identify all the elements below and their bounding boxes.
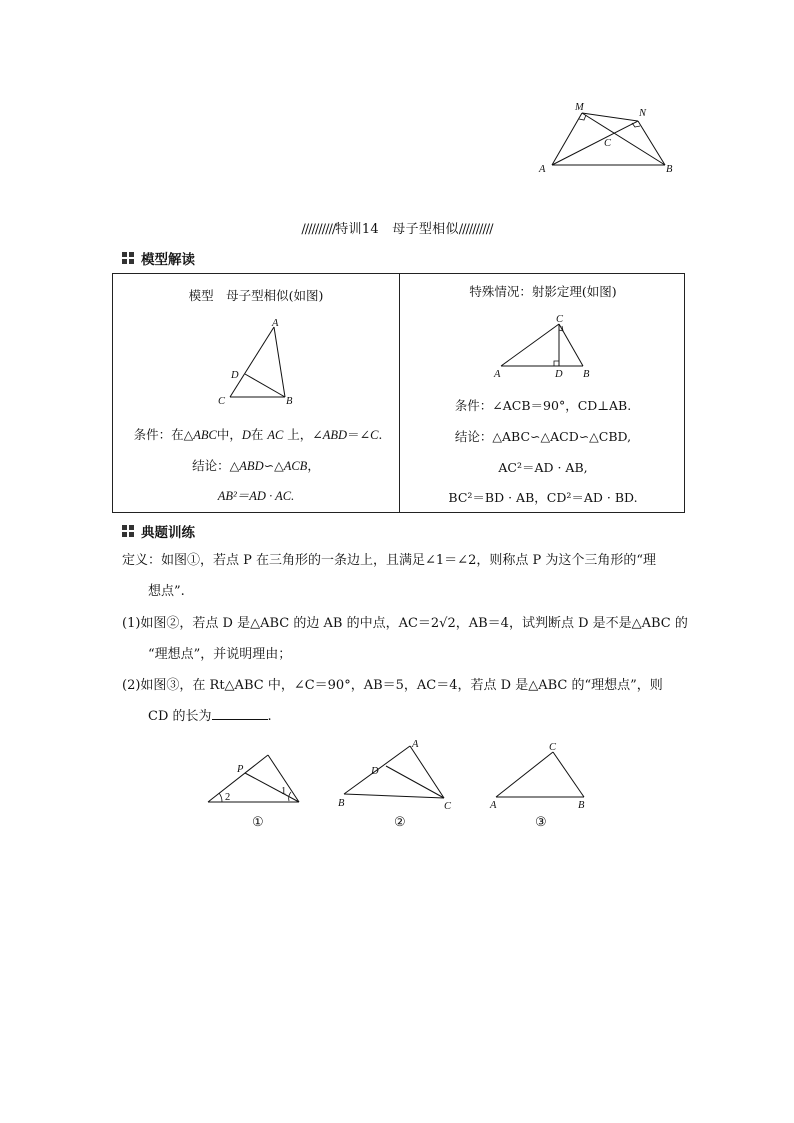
model-section-head: 模型解读 — [122, 248, 195, 268]
label-a: A — [539, 164, 546, 175]
fig1-angle2: 2 — [225, 792, 231, 803]
model-divider — [399, 274, 400, 512]
fig-right-c: C — [556, 314, 564, 325]
label-c: C — [604, 138, 612, 149]
fig-right-a: A — [494, 369, 501, 380]
left-heading: 模型 母子型相似(如图) — [188, 288, 324, 303]
right-formula2: BC²＝BD · AB，CD²＝AD · BD. — [448, 490, 638, 505]
fig-left-b: B — [286, 396, 293, 407]
definition-line2: 想点”. — [148, 584, 185, 599]
definition-line1: 定义：如图①，若点 P 在三角形的一条边上，且满足∠1＝∠2，则称点 P 为这个三角形的“理 — [122, 553, 656, 568]
q1-line2: “理想点”，并说明理由； — [148, 647, 292, 662]
fig-left-d: D — [231, 370, 239, 381]
figure-2 — [334, 736, 464, 828]
top-figure — [530, 95, 690, 180]
right-figure — [491, 312, 601, 382]
fig2-d: D — [371, 766, 379, 777]
model-box — [112, 273, 685, 513]
fig1-p: P — [237, 764, 244, 775]
fig3-a: A — [490, 800, 497, 811]
q2-line1: (2)如图③，在 Rt△ABC 中，∠C＝90°，AB＝5，AC＝4，若点 D 是△ABC 的“理想点”，则 — [122, 678, 663, 693]
left-figure — [218, 318, 308, 408]
fig1-angle1: 1 — [281, 786, 287, 797]
label-b: B — [666, 164, 673, 175]
fig2-c: C — [444, 801, 452, 812]
left-conclusion: 结论：△ABD∽△ACB， — [192, 458, 320, 473]
figure-1 — [200, 748, 310, 830]
right-heading: 特殊情况：射影定理(如图) — [469, 284, 617, 299]
figure-3 — [486, 738, 596, 830]
fig-right-d: D — [555, 369, 563, 380]
right-formula1: AC²＝AD · AB, — [498, 460, 588, 475]
fig2-caption: ② — [394, 814, 406, 828]
fig3-caption: ③ — [535, 814, 547, 829]
right-condition: 条件：∠ACB＝90°，CD⊥AB. — [454, 398, 632, 413]
practice-section-head: 典题训练 — [122, 521, 195, 541]
left-condition: 条件：在△ABC中，D在 AC 上，∠ABD＝∠C. — [133, 427, 383, 442]
fig2-b: B — [338, 798, 345, 809]
fig-right-b: B — [583, 369, 590, 380]
answer-blank[interactable] — [212, 707, 268, 720]
q2-line2: CD 的长为 . — [148, 709, 272, 724]
fig-left-c: C — [218, 396, 226, 407]
fig2-a: A — [412, 739, 419, 750]
label-n: N — [639, 108, 647, 119]
fig-left-a: A — [272, 318, 279, 329]
section-title: //////////特训14 母子型相似////////// — [301, 222, 493, 237]
fig3-c: C — [549, 742, 557, 753]
label-m: M — [575, 102, 584, 113]
fig3-b: B — [578, 800, 585, 811]
right-conclusion: 结论：△ABC∽△ACD∽△CBD, — [454, 429, 632, 444]
left-formula: AB²＝AD · AC. — [217, 489, 295, 503]
grid-icon — [122, 525, 135, 538]
grid-icon — [122, 252, 135, 265]
q1-line1: (1)如图②，若点 D 是△ABC 的边 AB 的中点，AC＝2√2，AB＝4，试判断点 D 是不是△ABC 的 — [122, 616, 688, 631]
fig1-caption: ① — [252, 814, 264, 829]
